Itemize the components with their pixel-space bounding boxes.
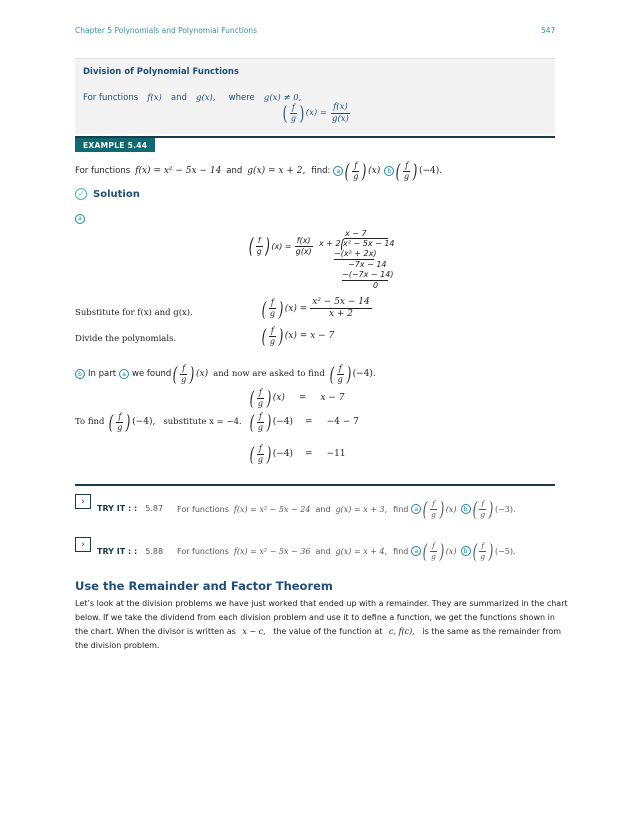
solution-part-a-badge: a (75, 214, 85, 224)
try-it-1-expand-button[interactable] (75, 494, 91, 509)
try-it-2-header: TRY IT : : 5.88 (97, 547, 164, 556)
step-divide-label: Divide the polynomials. (75, 334, 177, 344)
solution-part-b-badge: b (75, 369, 85, 379)
inline-part-a-badge: a (119, 369, 129, 379)
eq-line-2: ( $\frac{f}{g}$ ) (−4) = −4 − 7 (249, 410, 359, 434)
step-divide-expr: ( $\frac{f}{g}$ ) (x) = x − 7 (261, 324, 335, 348)
chevron-right-icon: › (81, 496, 85, 507)
eq-line-3: ( $\frac{f}{g}$ ) (−4) = −11 (249, 442, 346, 466)
to-find-line: To find ( $\frac{f}{g}$ ) (−4), substitute x = −4. (75, 410, 242, 434)
part-a-badge: a (333, 166, 343, 176)
ld-step2: −7x − 14 (348, 260, 387, 269)
step-substitute-expr: ( $\frac{f}{g}$ ) (x) = $\frac{\text{x² − 5x − 14}}{x + 2}$ (261, 296, 370, 321)
check-circle-icon: ✓ (75, 188, 87, 200)
long-division-figure: ( $\frac{f}{g}$ ) (x) = $\frac{f(x)}{g(x)}$ (248, 234, 312, 258)
solution-header: ✓ Solution (75, 188, 140, 200)
ld-step3: −(−7x − 14) (342, 270, 394, 279)
ld-divisor: x + 2 (319, 239, 341, 248)
ld-dividend: x² − 5x − 14 (343, 239, 395, 248)
part-b-badge: b (384, 166, 394, 176)
example-end-rule (75, 484, 555, 486)
ld-step1: −(x² + 2x) (334, 249, 377, 258)
step-substitute-label: Substitute for f(x) and g(x). (75, 308, 193, 318)
definition-title: Division of Polynomial Functions (83, 67, 239, 77)
try-it-1-header: TRY IT : : 5.87 (97, 504, 164, 513)
chevron-right-icon: › (81, 539, 85, 550)
try-it-1-text: For functions f(x) = x² − 5x − 24 and g(x) = x + 3, find a ( $\frac{f}{g}$ ) (x) b ( $\frac{f}{g}$ ) (−3). (177, 497, 516, 521)
example-tag: EXAMPLE 5.44 (75, 138, 155, 152)
ld-quotient: x − 7 (345, 229, 367, 238)
section-title: Use the Remainder and Factor Theorem (75, 579, 333, 593)
eq-line-1: ( $\frac{f}{g}$ ) (x) = x − 7 (249, 386, 345, 410)
section-paragraph: Let’s look at the division problems we have just worked that ended up with a remainder. They are summarized in the chart below. If we take the dividend from each division problem and use it to define a function, we get the functions shown in the chart. When the divisor is written as x − c, the value of the function at c, f(c), is the same as the remainder from the division problem. (75, 599, 568, 650)
part-b-intro: b In part a we found ( $\frac{f}{g}$ ) (x) and now are asked to find ( $\frac{f}{g}$ ) (−4). (75, 362, 376, 386)
try-it-2-expand-button[interactable] (75, 537, 91, 552)
try-it-2-text: For functions f(x) = x² − 5x − 36 and g(x) = x + 4, find a ( $\frac{f}{g}$ ) (x) b ( $\frac{f}{g}$ ) (−5). (177, 539, 516, 563)
example-prompt: For functions f(x) = x² − 5x − 14 and g(x) = x + 2, find: a ( $\frac{f}{g}$ ) (x) b ( $\frac{f}{g}$ ) (−4). (75, 159, 443, 183)
definition-box (75, 58, 555, 134)
ld-remainder: 0 (373, 281, 379, 290)
page-number: 547 (541, 26, 556, 35)
definition-line: For functions f(x) and g(x), where g(x) ≠ 0, (83, 93, 302, 103)
chapter-header: Chapter 5 Polynomials and Polynomial Functions (75, 26, 258, 35)
definition-formula: ( $\frac{f}{g}$ ) (x) = $\frac{f(x)}{g(x)}$ (282, 101, 349, 125)
